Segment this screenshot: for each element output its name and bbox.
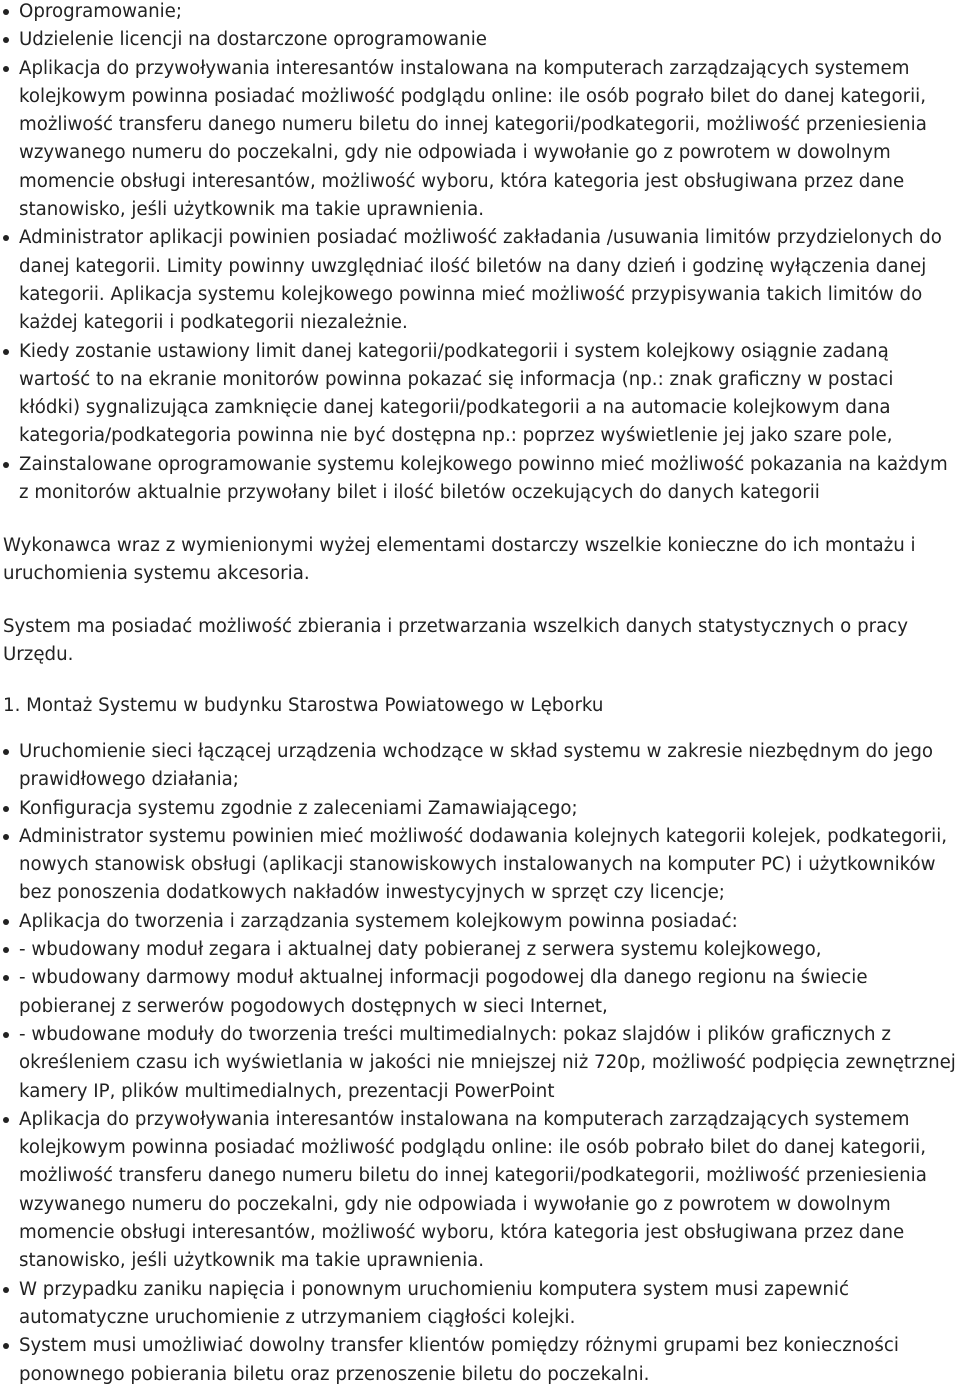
requirements-list-top (0, 0, 960, 507)
bullet-icon (3, 66, 9, 72)
list-item (0, 823, 960, 908)
bullet-icon (3, 749, 9, 755)
bullet-icon (3, 806, 9, 812)
statistics-paragraph: System ma posiadać możliwość zbierania i przetwarzania wszelkich danych statystycznych o pracy Urzędu. (3, 616, 909, 666)
list-item-text: Administrator systemu powinien mieć możliwość dodawania kolejnych kategorii kolejek, podkategorii, nowych stanowisk obsługi (aplikacji stanowiskowych instalowanych na komputer PC) i użytkowników bez ponoszenia dodatkowych nakładów inwestycyjnych w sprzęt czy licencje; (19, 825, 948, 904)
list-item-text: Oprogramowanie; (19, 1, 182, 22)
list-item-text: Udzielenie licencji na dostarczone oprogramowanie (19, 29, 487, 51)
section-heading: 1. Montaż Systemu w budynku Starostwa Powiatowego w Lęborku (3, 695, 604, 716)
list-item (0, 738, 960, 795)
list-item (0, 795, 960, 823)
bullet-icon (3, 947, 9, 953)
list-item-text: Administrator aplikacji powinien posiadać możliwość zakładania /usuwania limitów przydzielonych do danej kategorii. Limity powinny uwzględniać ilość biletów na dany dzień i godzinę wyłączenia danej kategorii. Aplikacja systemu kolejkowego powinna mieć możliwość przypisywania takich limitów do każdej kategorii i podkategorii niezależnie. (19, 227, 942, 334)
list-item-text: W przypadku zaniku napięcia i ponownym uruchomieniu komputera system musi zapewnić automatyczne uruchomienie z utrzymaniem ciągłości kolejki. (19, 1278, 849, 1328)
list-item (0, 908, 960, 936)
list-item (0, 1332, 960, 1389)
list-item (0, 1276, 960, 1333)
list-item-text: - wbudowane moduły do tworzenia treści multimedialnych: pokaz slajdów i plików graficznych z określeniem czasu ich wyświetlania w jakości nie mniejszej niż 720p, możliwość podpięcia zewnętrznej kamery IP, plików multimedialnych, prezentacji PowerPoint (19, 1023, 956, 1102)
bullet-icon (3, 1287, 9, 1293)
list-item-text: Uruchomienie sieci łączącej urządzenia wchodzące w skład systemu w zakresie niezbędnym do jego prawidłowego działania; (19, 741, 934, 791)
bullet-icon (3, 834, 9, 840)
list-item (0, 55, 960, 225)
bullet-icon (3, 975, 9, 981)
bullet-icon (3, 1117, 9, 1123)
bullet-icon (3, 462, 9, 468)
list-item (0, 964, 960, 1021)
list-item-text: Aplikacja do przywoływania interesantów instalowana na komputerach zarządzających systemem kolejkowym powinna posiadać możliwość podglądu online: ile osób pograło bilet do danej kategorii, możliwość transferu danego numeru biletu do innej kategorii/podkategorii, możliwość przeniesienia wzywanego numeru do poczekalni, gdy nie odpowiada i wywołanie go z powrotem w dowolnym momencie obsługi interesantów, możliwość wyboru, która kategoria jest obsługiwana przez dane stanowisko, jeśli użytkownik ma takie uprawnienia. (19, 57, 927, 221)
bullet-icon (3, 235, 9, 241)
accessories-paragraph: Wykonawca wraz z wymienionymi wyżej elementami dostarczy wszelkie konieczne do ich montażu i uruchomienia systemu akcesoria. (3, 535, 916, 585)
requirements-list-bottom (0, 738, 960, 1389)
bullet-icon (3, 37, 9, 43)
list-item-text: - wbudowany darmowy moduł aktualnej informacji pogodowej dla danego regionu na świecie pobieranej z serwerów pogodowych dostępnych w sieci Internet, (19, 967, 868, 1017)
list-item (0, 0, 960, 26)
bullet-icon (3, 1032, 9, 1038)
list-item (0, 451, 960, 508)
list-item-text: Aplikacja do tworzenia i zarządzania systemem kolejkowym powinna posiadać: (19, 910, 738, 932)
list-item-text: Zainstalowane oprogramowanie systemu kolejkowego powinno mieć możliwość pokazania na każdym z monitorów aktualnie przywołany bilet i ilość biletów oczekujących do danych kategorii (19, 453, 948, 504)
list-item-text: Aplikacja do przywoływania interesantów instalowana na komputerach zarządzających systemem kolejkowym powinna posiadać możliwość podglądu online: ile osób pobrało bilet do danej kategorii, możliwość transferu danego numeru biletu do innej kategorii/podkategorii, możliwość przeniesienia wzywanego numeru do poczekalni, gdy nie odpowiada i wywołanie go z powrotem w dowolnym momencie obsługi interesantów, możliwość wyboru, która kategoria jest obsługiwana przez dane stanowisko, jeśli użytkownik ma takie uprawnienia. (19, 1108, 927, 1272)
list-item (0, 26, 960, 54)
list-item-text: Konfiguracja systemu zgodnie z zaleceniami Zamawiającego; (19, 797, 578, 819)
bullet-icon (3, 349, 9, 355)
list-item (0, 1106, 960, 1276)
list-item-text: - wbudowany moduł zegara i aktualnej daty pobieranej z serwera systemu kolejkowego, (19, 939, 822, 961)
list-item (0, 1021, 960, 1106)
list-item-text: System musi umożliwiać dowolny transfer klientów pomiędzy różnymi grupami bez konieczności ponownego pobierania biletu oraz przenoszenie biletu do poczekalni. (19, 1335, 899, 1385)
list-item (0, 224, 960, 337)
bullet-icon (3, 9, 9, 15)
list-item (0, 338, 960, 451)
list-item (0, 936, 960, 964)
bullet-icon (3, 919, 9, 925)
list-item-text: Kiedy zostanie ustawiony limit danej kategorii/podkategorii i system kolejkowy osiągnie zadaną wartość to na ekranie monitorów powinna pokazać się informacja (np.: znak graficzny w postaci kłódki) sygnalizująca zamknięcie danej kategorii/podkategorii a na automacie kolejkowym dana kategoria/podkategoria powinna nie być dostępna np.: poprzez wyświetlenie jej jako szare pole, (19, 340, 894, 447)
bullet-icon (3, 1343, 9, 1349)
